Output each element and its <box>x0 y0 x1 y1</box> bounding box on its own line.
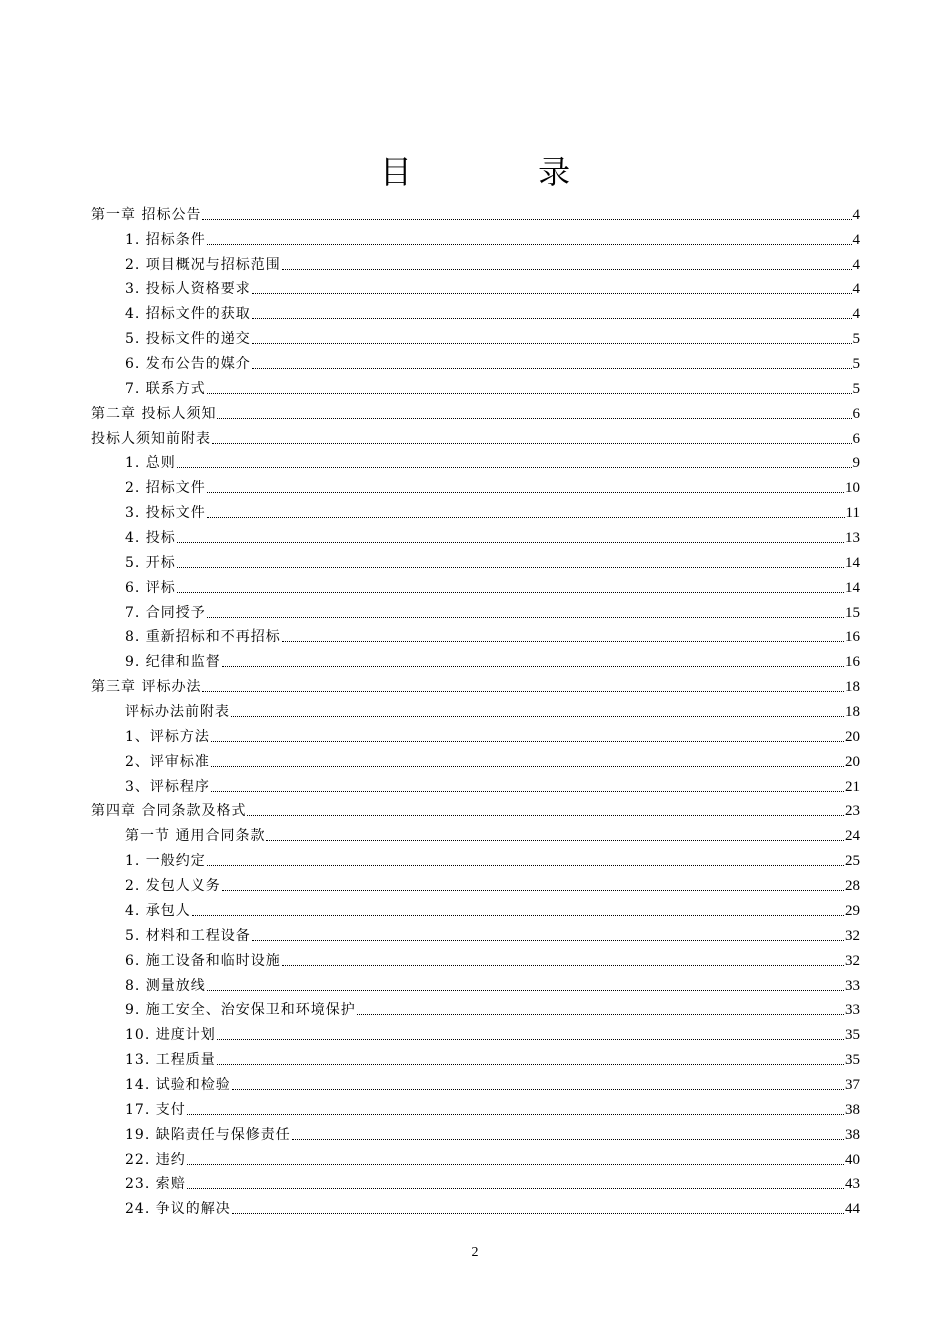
page-number: 2 <box>471 1245 479 1260</box>
toc-entry-label: 3、评标程序 <box>125 778 210 795</box>
dot-leader <box>177 467 852 468</box>
dot-leader <box>211 791 844 792</box>
toc-title: 目 录 <box>379 153 629 191</box>
toc-entry-page: 33 <box>845 977 860 994</box>
toc-entry-page: 15 <box>845 604 860 621</box>
dot-leader <box>357 1014 844 1015</box>
toc-entry-label: 19. 缺陷责任与保修责任 <box>125 1126 291 1143</box>
toc-entry[interactable] <box>91 547 860 572</box>
toc-entry-page: 28 <box>845 878 860 895</box>
dot-leader <box>247 815 844 816</box>
toc-entry[interactable] <box>91 1169 860 1194</box>
toc-entry[interactable] <box>91 274 860 299</box>
toc-entry[interactable] <box>91 1144 860 1169</box>
toc-entry-page: 16 <box>845 629 860 646</box>
toc-entry-label: 2. 招标文件 <box>125 480 206 497</box>
dot-leader <box>177 592 844 593</box>
dot-leader <box>212 443 852 444</box>
toc-entry-page: 4 <box>852 206 860 223</box>
toc-entry-label: 13. 工程质量 <box>125 1052 216 1069</box>
toc-entry-label: 3. 投标人资格要求 <box>125 281 251 298</box>
toc-entry-page: 29 <box>845 902 860 919</box>
toc-entry-page: 6 <box>852 430 860 447</box>
toc-entry[interactable] <box>91 224 860 249</box>
toc-entry[interactable] <box>91 622 860 647</box>
toc-entry-page: 32 <box>845 927 860 944</box>
toc-entry-page: 6 <box>852 405 860 422</box>
toc-entry-page: 4 <box>852 281 860 298</box>
dot-leader <box>282 641 844 642</box>
toc-entry-label: 10. 进度计划 <box>125 1027 216 1044</box>
toc-entry-label: 5. 投标文件的递交 <box>125 331 251 348</box>
toc-entry-page: 20 <box>845 728 860 745</box>
dot-leader <box>252 940 844 941</box>
toc-entry-label: 4. 承包人 <box>125 902 191 919</box>
toc-entry[interactable] <box>91 199 860 224</box>
dot-leader <box>252 293 852 294</box>
toc-entry-page: 4 <box>852 306 860 323</box>
dot-leader <box>177 567 844 568</box>
dot-leader <box>217 1039 844 1040</box>
toc-entry-page: 5 <box>852 356 860 373</box>
dot-leader <box>202 691 844 692</box>
toc-entry[interactable] <box>91 398 860 423</box>
toc-entry[interactable] <box>91 323 860 348</box>
toc-entry[interactable] <box>91 820 860 845</box>
toc-entry-label: 投标人须知前附表 <box>91 430 211 447</box>
toc-entry-page: 4 <box>852 231 860 248</box>
toc-entry-page: 35 <box>845 1027 860 1044</box>
dot-leader <box>282 269 852 270</box>
dot-leader <box>187 1164 844 1165</box>
toc-entry-page: 4 <box>852 256 860 273</box>
dot-leader <box>187 1188 844 1189</box>
toc-entry-page: 11 <box>845 505 860 522</box>
toc-entry[interactable] <box>91 423 860 448</box>
toc-entry[interactable] <box>91 646 860 671</box>
toc-entry-page: 44 <box>845 1201 860 1218</box>
table-of-contents <box>91 199 860 1218</box>
toc-entry-page: 14 <box>845 579 860 596</box>
toc-entry-page: 9 <box>852 455 860 472</box>
toc-entry-label: 9. 施工安全、治安保卫和环境保护 <box>125 1002 356 1019</box>
toc-entry-page: 5 <box>852 331 860 348</box>
toc-entry[interactable] <box>91 572 860 597</box>
dot-leader <box>207 865 844 866</box>
toc-entry[interactable] <box>91 1094 860 1119</box>
toc-entry-page: 38 <box>845 1126 860 1143</box>
toc-entry-page: 18 <box>845 704 860 721</box>
dot-leader <box>232 1213 844 1214</box>
toc-entry-label: 1. 一般约定 <box>125 853 206 870</box>
toc-entry-label: 6. 发布公告的媒介 <box>125 356 251 373</box>
toc-entry[interactable] <box>91 1019 860 1044</box>
toc-entry-label: 第一节 通用合同条款 <box>125 828 266 845</box>
toc-entry-label: 6. 评标 <box>125 579 176 596</box>
toc-entry-label: 24. 争议的解决 <box>125 1201 231 1218</box>
toc-entry-page: 25 <box>845 853 860 870</box>
toc-entry[interactable] <box>91 298 860 323</box>
dot-leader <box>211 766 844 767</box>
dot-leader <box>217 1064 844 1065</box>
toc-entry[interactable] <box>91 721 860 746</box>
toc-entry-label: 14. 试验和检验 <box>125 1076 231 1093</box>
dot-leader <box>207 393 852 394</box>
dot-leader <box>202 219 851 220</box>
dot-leader <box>266 840 844 841</box>
toc-entry-label: 评标办法前附表 <box>125 704 230 721</box>
toc-entry-label: 1、评标方法 <box>125 728 210 745</box>
toc-entry-page: 32 <box>845 952 860 969</box>
toc-entry[interactable] <box>91 522 860 547</box>
dot-leader <box>207 244 852 245</box>
toc-entry-label: 2、评审标准 <box>125 753 210 770</box>
dot-leader <box>187 1114 844 1115</box>
toc-entry-page: 5 <box>852 380 860 397</box>
toc-entry-label: 4. 投标 <box>125 530 176 547</box>
dot-leader <box>232 1089 844 1090</box>
toc-entry-page: 40 <box>845 1151 860 1168</box>
toc-entry[interactable] <box>91 497 860 522</box>
toc-entry-page: 24 <box>845 828 860 845</box>
dot-leader <box>222 890 844 891</box>
toc-entry[interactable] <box>91 472 860 497</box>
toc-entry[interactable] <box>91 746 860 771</box>
toc-entry-label: 第三章 评标办法 <box>91 679 202 696</box>
toc-entry[interactable] <box>91 995 860 1020</box>
toc-entry[interactable] <box>91 1193 860 1218</box>
toc-entry-page: 35 <box>845 1052 860 1069</box>
toc-entry-label: 8. 重新招标和不再招标 <box>125 629 281 646</box>
toc-entry-label: 1. 总则 <box>125 455 176 472</box>
toc-entry[interactable] <box>91 249 860 274</box>
dot-leader <box>292 1139 844 1140</box>
toc-entry-label: 7. 合同授予 <box>125 604 206 621</box>
toc-entry[interactable] <box>91 970 860 995</box>
toc-entry-label: 5. 开标 <box>125 554 176 571</box>
dot-leader <box>177 542 844 543</box>
toc-entry[interactable] <box>91 348 860 373</box>
toc-entry[interactable] <box>91 920 860 945</box>
toc-entry-label: 第二章 投标人须知 <box>91 405 217 422</box>
toc-entry-label: 4. 招标文件的获取 <box>125 306 251 323</box>
toc-entry-label: 1. 招标条件 <box>125 231 206 248</box>
toc-entry[interactable] <box>91 870 860 895</box>
dot-leader <box>207 492 844 493</box>
toc-entry[interactable] <box>91 597 860 622</box>
toc-entry-label: 2. 项目概况与招标范围 <box>125 256 281 273</box>
toc-entry-page: 18 <box>845 679 860 696</box>
dot-leader <box>252 368 852 369</box>
toc-entry-label: 23. 索赔 <box>125 1176 186 1193</box>
toc-entry[interactable] <box>91 696 860 721</box>
toc-entry-page: 37 <box>845 1076 860 1093</box>
toc-entry-label: 2. 发包人义务 <box>125 878 221 895</box>
toc-entry-page: 33 <box>845 1002 860 1019</box>
toc-entry-page: 38 <box>845 1101 860 1118</box>
dot-leader <box>211 741 844 742</box>
dot-leader <box>207 990 844 991</box>
toc-entry-label: 9. 纪律和监督 <box>125 654 221 671</box>
toc-entry-page: 43 <box>845 1176 860 1193</box>
toc-entry[interactable] <box>91 373 860 398</box>
toc-entry-label: 3. 投标文件 <box>125 505 206 522</box>
dot-leader <box>282 965 844 966</box>
toc-entry-page: 21 <box>845 778 860 795</box>
toc-entry-label: 22. 违约 <box>125 1151 186 1168</box>
toc-entry[interactable] <box>91 448 860 473</box>
toc-entry[interactable] <box>91 796 860 821</box>
toc-entry[interactable] <box>91 771 860 796</box>
dot-leader <box>217 418 851 419</box>
dot-leader <box>207 517 845 518</box>
toc-entry[interactable] <box>91 671 860 696</box>
dot-leader <box>207 617 844 618</box>
toc-entry-page: 20 <box>845 753 860 770</box>
toc-entry[interactable] <box>91 945 860 970</box>
toc-entry-label: 第一章 招标公告 <box>91 206 202 223</box>
toc-entry-label: 第四章 合同条款及格式 <box>91 803 247 820</box>
toc-entry-page: 23 <box>845 803 860 820</box>
toc-entry-label: 8. 测量放线 <box>125 977 206 994</box>
dot-leader <box>222 666 844 667</box>
toc-entry-label: 17. 支付 <box>125 1101 186 1118</box>
dot-leader <box>252 318 852 319</box>
toc-entry[interactable] <box>91 845 860 870</box>
toc-entry-page: 13 <box>845 530 860 547</box>
toc-entry[interactable] <box>91 1044 860 1069</box>
toc-entry-label: 6. 施工设备和临时设施 <box>125 952 281 969</box>
toc-entry-page: 14 <box>845 554 860 571</box>
toc-entry-label: 7. 联系方式 <box>125 380 206 397</box>
toc-entry-page: 10 <box>845 480 860 497</box>
toc-entry[interactable] <box>91 895 860 920</box>
dot-leader <box>192 915 844 916</box>
dot-leader <box>252 343 852 344</box>
toc-entry[interactable] <box>91 1119 860 1144</box>
dot-leader <box>231 716 844 717</box>
toc-entry-label: 5. 材料和工程设备 <box>125 927 251 944</box>
toc-entry[interactable] <box>91 1069 860 1094</box>
toc-entry-page: 16 <box>845 654 860 671</box>
